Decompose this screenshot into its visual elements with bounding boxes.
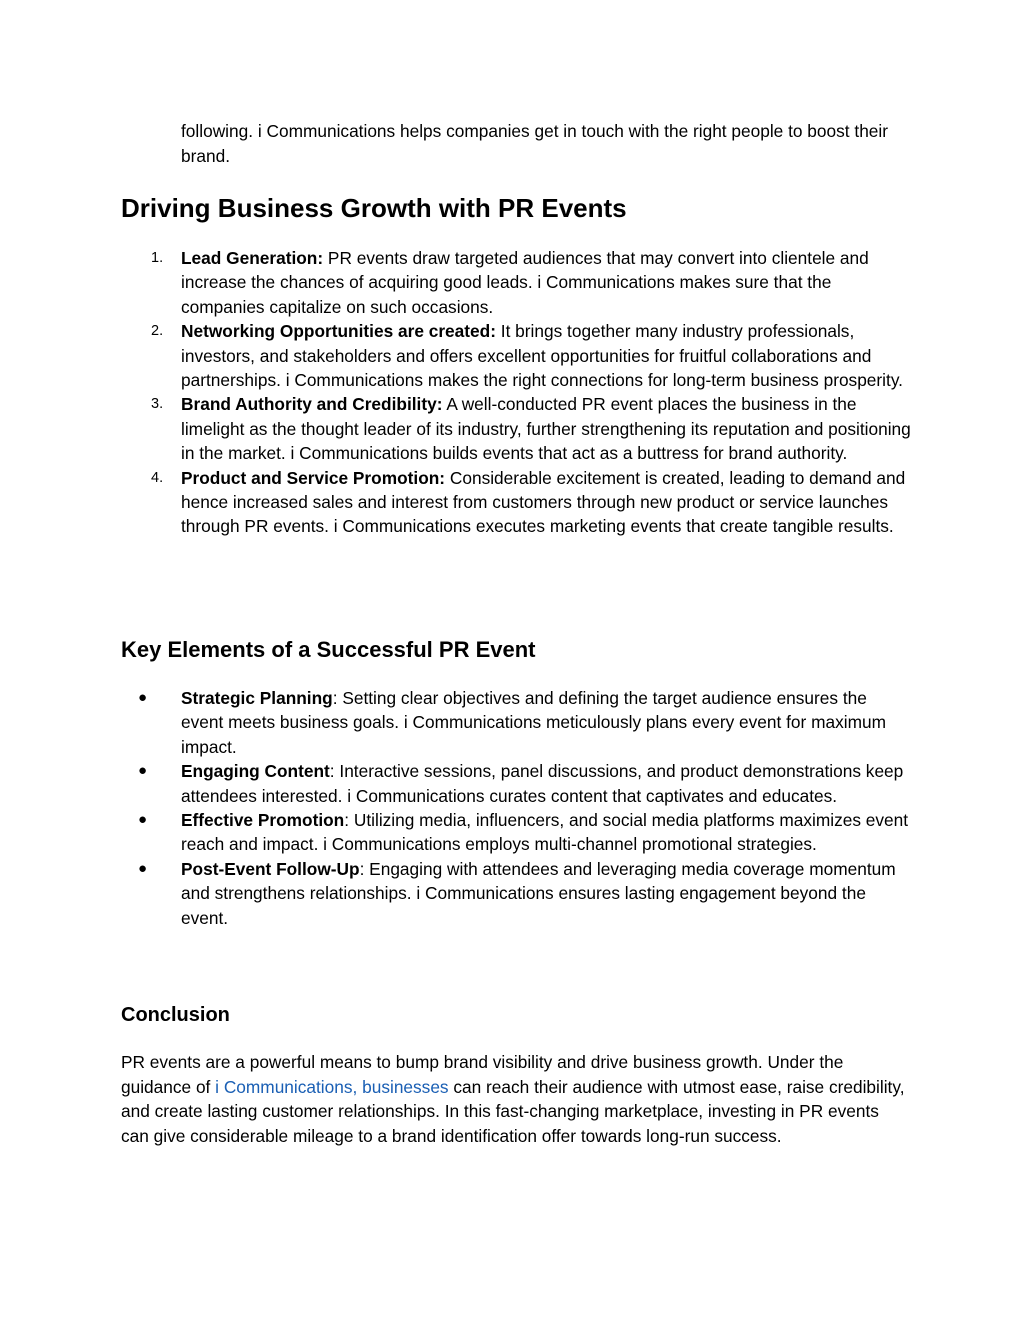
list-item xyxy=(121,686,911,759)
item-title: Engaging Content xyxy=(181,761,330,782)
item-title: Brand Authority and Credibility: xyxy=(181,394,443,415)
section-heading-growth: Driving Business Growth with PR Events xyxy=(121,193,627,223)
item-title: Strategic Planning xyxy=(181,688,333,708)
item-title: Networking Opportunities are created: xyxy=(181,321,496,342)
item-text: : Setting clear objectives and defining the target audience ensures the event meets business goals. i Communications meticulously plans every event for maximum impact. xyxy=(181,688,886,757)
list-item xyxy=(121,246,911,319)
bullet-icon: ● xyxy=(138,762,148,780)
list-item xyxy=(121,466,911,539)
i-communications-link[interactable]: i Communications, businesses xyxy=(215,1076,449,1097)
bullet-icon: ● xyxy=(138,689,148,706)
list-item xyxy=(121,857,911,930)
item-title: Effective Promotion xyxy=(181,810,345,831)
list-number: 4. xyxy=(151,469,164,486)
item-text: PR events draw targeted audiences that may convert into clientele and increase the chances of acquiring good leads. i Communications makes sure that the companies capitalize on such occasions. xyxy=(181,248,869,317)
item-text: Considerable excitement is created, leading to demand and hence increased sales and interest from customers through new product or service launches through PR events. i Communications executes marketing events that create tangible results. xyxy=(181,467,906,537)
list-item xyxy=(121,319,911,392)
conclusion-paragraph xyxy=(121,1050,911,1148)
list-number: 1. xyxy=(151,250,164,266)
key-elements-list xyxy=(121,686,911,930)
section-heading-key-elements: Key Elements of a Successful PR Event xyxy=(121,637,536,662)
bullet-icon: ● xyxy=(138,859,148,877)
section-heading-conclusion: Conclusion xyxy=(121,1004,230,1026)
item-title: Product and Service Promotion: xyxy=(181,467,446,488)
list-number: 3. xyxy=(151,396,164,413)
item-text: : Interactive sessions, panel discussions, and product demonstrations keep attendees interested. i Communications curates content that captivates and educates. xyxy=(181,761,904,806)
item-text: : Engaging with attendees and leveraging media coverage momentum and strengthens relationships. i Communications ensures lasting engagement beyond the event. xyxy=(181,858,896,928)
bullet-icon: ● xyxy=(138,811,148,829)
list-item xyxy=(121,808,911,857)
list-number: 2. xyxy=(151,323,164,340)
item-text: It brings together many industry professionals, investors, and stakeholders and offers excellent opportunities for fruitful collaborations and partnerships. i Communications makes the right connections for long-term business prosperity. xyxy=(181,321,903,391)
item-text: : Utilizing media, influencers, and social media platforms maximizes event reach and impact. i Communications employs multi-channel promotional strategies. xyxy=(181,810,909,855)
intro-continuation: following. i Communications helps companies get in touch with the right people to boost their brand. xyxy=(181,121,889,166)
item-title: Lead Generation: xyxy=(181,248,324,268)
conclusion-text-end: can reach their audience with utmost ease, raise credibility, and create lasting customer relationships. In this fast-changing marketplace, investing in PR events can give considerable mileage to a brand identification offer towards long-run success. xyxy=(121,1076,905,1146)
list-item xyxy=(121,759,911,808)
growth-list xyxy=(121,246,911,539)
item-title: Post-Event Follow-Up xyxy=(181,858,360,879)
conclusion-text-start: PR events are a powerful means to bump brand visibility and drive business growth. Under the guidance of xyxy=(121,1052,844,1097)
item-text: A well-conducted PR event places the business in the limelight as the thought leader of its industry, further strengthening its reputation and positioning in the market. i Communications builds events that act as a buttress for brand authority. xyxy=(181,394,911,464)
list-item xyxy=(121,392,911,465)
